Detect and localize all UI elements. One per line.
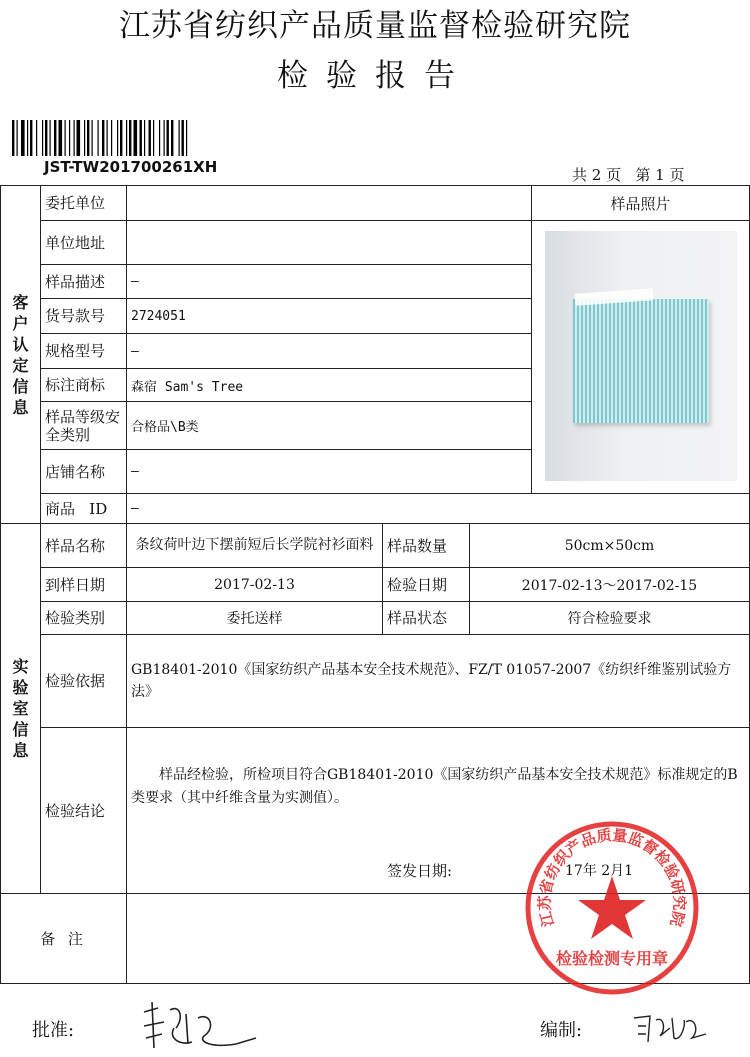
approver-signature [140, 998, 260, 1053]
spec-label: 规格型号 [41, 334, 127, 369]
issue-date-label: 签发日期: [387, 862, 453, 880]
report-number: JST-TW201700261XH [44, 158, 218, 176]
fabric-sample [573, 299, 709, 423]
basis-value: GB18401-2010《国家纺织产品基本安全技术规范》、FZ/T 01057-2007《纺织纤维鉴别试验方法》 [127, 635, 750, 728]
goods-id-value: — [127, 494, 750, 524]
report-title: 检验报告 [277, 58, 473, 94]
shop-value: — [127, 450, 532, 494]
brand-label: 标注商标 [41, 369, 127, 402]
sample-photo [545, 231, 737, 481]
barcode [12, 120, 244, 156]
address-label: 单位地址 [41, 221, 127, 265]
section-lab-info [1, 524, 41, 894]
qty-value: 50cm×50cm [470, 524, 750, 568]
approve-label: 批准: [32, 1020, 75, 1041]
conclusion-text: 样品经检验，所检项目符合GB18401-2010《国家纺织产品基本安全技术规范》标准规定的B类要求（其中纤维含量为实测值）。 [131, 767, 738, 806]
remark-label: 备 注 [1, 894, 127, 984]
conclusion-label: 检验结论 [41, 728, 127, 894]
section-client-label: 客户认定信息 [12, 292, 29, 417]
photo-label: 样品照片 [532, 186, 750, 221]
test-date-label: 检验日期 [383, 568, 470, 602]
arrive-date-value: 2017-02-13 [127, 568, 383, 602]
grade-label: 样品等级安全类别 [41, 402, 127, 450]
sample-name-label: 样品名称 [41, 524, 127, 568]
compile-label: 编制: [540, 1020, 583, 1041]
qty-label: 样品数量 [383, 524, 470, 568]
test-date-value: 2017-02-13～2017-02-15 [470, 568, 750, 602]
desc-label: 样品描述 [41, 265, 127, 299]
goods-id-label: 商品 ID [41, 494, 127, 524]
seal-bottom-text: 检验检测专用章 [555, 949, 669, 968]
issue-date-value: 17年 2月1 [565, 863, 634, 879]
arrive-date-label: 到样日期 [41, 568, 127, 602]
seal-star [578, 876, 646, 939]
page-info: 共 2 页 第 1 页 [572, 166, 685, 184]
compiler-signature [630, 1008, 710, 1048]
basis-label: 检验依据 [41, 635, 127, 728]
sample-name-value: 条纹荷叶边下摆前短后长学院衬衫面料 [127, 524, 383, 568]
test-type-label: 检验类别 [41, 602, 127, 635]
entrust-value [127, 186, 532, 221]
section-lab-label: 实验室信息 [12, 657, 29, 760]
spec-value: — [127, 334, 532, 369]
address-value [127, 221, 532, 265]
shop-label: 店铺名称 [41, 450, 127, 494]
desc-value: — [127, 265, 532, 299]
sample-state-label: 样品状态 [383, 602, 470, 635]
item-no-label: 货号款号 [41, 299, 127, 334]
seal-top-text: 江苏省纺织产品质量监督检验研究院 [535, 826, 689, 929]
sample-state-value: 符合检验要求 [470, 602, 750, 635]
test-type-value: 委托送样 [127, 602, 383, 635]
sample-photo-cell [532, 221, 750, 494]
section-client-info [1, 186, 41, 524]
org-title: 江苏省纺织产品质量监督检验研究院 [119, 8, 631, 44]
item-no-value: 2724051 [127, 299, 532, 334]
inspection-seal [522, 818, 702, 998]
brand-value: 森宿 Sam's Tree [127, 369, 532, 402]
grade-value: 合格品\B类 [127, 402, 532, 450]
entrust-label: 委托单位 [41, 186, 127, 221]
